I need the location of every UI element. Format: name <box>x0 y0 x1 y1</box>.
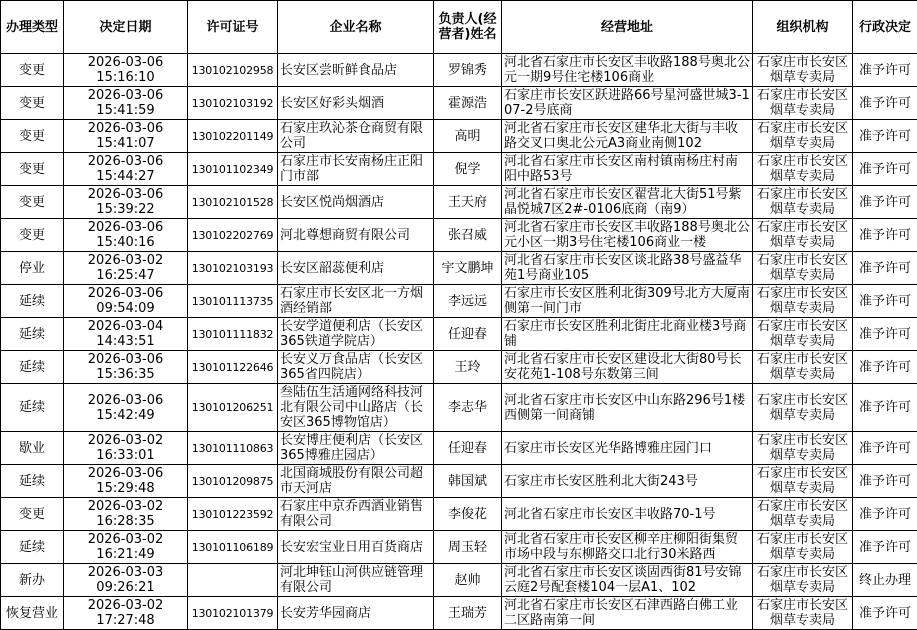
cell-processing-type: 延续 <box>1 384 64 432</box>
cell-license-number: 130101106189 <box>188 531 278 564</box>
cell-enterprise-name: 北国商城股份有限公司超市天河店 <box>278 465 434 498</box>
cell-admin-decision: 准予许可 <box>853 351 917 384</box>
cell-person-name: 李俊花 <box>434 498 502 531</box>
cell-enterprise-name: 河北坤钰山河供应链管理有限公司 <box>278 564 434 597</box>
cell-person-name: 任迎春 <box>434 318 502 351</box>
cell-organization: 石家庄市长安区烟草专卖局 <box>753 564 853 597</box>
table-row <box>1 498 917 531</box>
cell-license-number: 130101111832 <box>188 318 278 351</box>
cell-person-name: 王天府 <box>434 186 502 219</box>
cell-license-number: 130101122646 <box>188 351 278 384</box>
cell-decision-datetime: 2026-03-06 15:29:48 <box>64 465 188 498</box>
cell-person-name: 韩国斌 <box>434 465 502 498</box>
cell-admin-decision: 准予许可 <box>853 384 917 432</box>
cell-enterprise-name: 长安区尝昕鲜食品店 <box>278 54 434 87</box>
column-header-license-number: 许可证号 <box>188 1 278 54</box>
cell-business-address: 河北省石家庄市长安区中山东路296号1楼西侧第一间商铺 <box>502 384 753 432</box>
cell-processing-type: 变更 <box>1 186 64 219</box>
cell-decision-datetime: 2026-03-06 15:36:35 <box>64 351 188 384</box>
cell-license-number: 130101209875 <box>188 465 278 498</box>
table-row <box>1 87 917 120</box>
cell-admin-decision: 准予许可 <box>853 252 917 285</box>
cell-business-address: 河北省石家庄市长安区石津西路白佛工业二区路南第一间 <box>502 597 753 630</box>
cell-processing-type: 歇业 <box>1 432 64 465</box>
cell-license-number: 130102103193 <box>188 252 278 285</box>
cell-business-address: 河北省石家庄市长安区谈固西街81号安锦云庭2号配套楼104一层A1、102 <box>502 564 753 597</box>
cell-admin-decision: 准予许可 <box>853 318 917 351</box>
table-row <box>1 153 917 186</box>
cell-processing-type: 变更 <box>1 498 64 531</box>
cell-organization: 石家庄市长安区烟草专卖局 <box>753 87 853 120</box>
cell-processing-type: 延续 <box>1 285 64 318</box>
cell-admin-decision: 准予许可 <box>853 465 917 498</box>
cell-business-address: 石家庄市长安区胜利北大街243号 <box>502 465 753 498</box>
cell-business-address: 河北省石家庄市长安区建设北大街80号长安花苑1-108号东数第三间 <box>502 351 753 384</box>
cell-license-number: 130101102349 <box>188 153 278 186</box>
cell-license-number: 130101206251 <box>188 384 278 432</box>
cell-person-name: 赵帅 <box>434 564 502 597</box>
cell-admin-decision: 准予许可 <box>853 531 917 564</box>
cell-license-number: 130101223592 <box>188 498 278 531</box>
table-row <box>1 351 917 384</box>
cell-business-address: 河北省石家庄市长安区丰收路188号奥北公元小区一期3号住宅楼106商业一楼 <box>502 219 753 252</box>
cell-decision-datetime: 2026-03-02 16:21:49 <box>64 531 188 564</box>
cell-license-number: 130102101379 <box>188 597 278 630</box>
table-row <box>1 432 917 465</box>
cell-enterprise-name: 长安义万食品店（长安区365省四院店） <box>278 351 434 384</box>
cell-business-address: 石家庄市长安区胜利北街309号北方大厦南侧第一间门市 <box>502 285 753 318</box>
cell-license-number: 130102201149 <box>188 120 278 153</box>
cell-enterprise-name: 长安区悦尚烟酒店 <box>278 186 434 219</box>
table-row <box>1 318 917 351</box>
cell-admin-decision: 准予许可 <box>853 54 917 87</box>
cell-business-address: 河北省石家庄市长安区丰收路188号奥北公元一期9号住宅楼106商业 <box>502 54 753 87</box>
cell-license-number <box>188 564 278 597</box>
column-header-processing-type: 办理类型 <box>1 1 64 54</box>
cell-processing-type: 变更 <box>1 87 64 120</box>
cell-processing-type: 延续 <box>1 465 64 498</box>
table-row <box>1 465 917 498</box>
cell-business-address: 河北省石家庄市长安区翟营北大街51号紫晶悦城7区2#-0106底商（南9） <box>502 186 753 219</box>
cell-enterprise-name: 叁陆伍生活通网络科技河北有限公司中山路店（长安区365博物馆店） <box>278 384 434 432</box>
cell-organization: 石家庄市长安区烟草专卖局 <box>753 432 853 465</box>
cell-organization: 石家庄市长安区烟草专卖局 <box>753 186 853 219</box>
cell-business-address: 河北省石家庄市长安区南村镇南杨庄村南阳中路53号 <box>502 153 753 186</box>
cell-person-name: 张召威 <box>434 219 502 252</box>
cell-organization: 石家庄市长安区烟草专卖局 <box>753 219 853 252</box>
cell-admin-decision: 准予许可 <box>853 186 917 219</box>
cell-admin-decision: 准予许可 <box>853 87 917 120</box>
column-header-person-name: 负责人(经营者)姓名 <box>434 1 502 54</box>
cell-business-address: 石家庄市长安区跃进路66号星河盛世城3-107-2号底商 <box>502 87 753 120</box>
column-header-business-address: 经营地址 <box>502 1 753 54</box>
cell-enterprise-name: 长安宏宝业日用百货商店 <box>278 531 434 564</box>
cell-processing-type: 变更 <box>1 219 64 252</box>
cell-decision-datetime: 2026-03-04 14:43:51 <box>64 318 188 351</box>
cell-enterprise-name: 石家庄市长安区北一方烟酒经销部 <box>278 285 434 318</box>
cell-organization: 石家庄市长安区烟草专卖局 <box>753 120 853 153</box>
cell-person-name: 霍源浩 <box>434 87 502 120</box>
table-row <box>1 54 917 87</box>
cell-admin-decision: 准予许可 <box>853 153 917 186</box>
cell-organization: 石家庄市长安区烟草专卖局 <box>753 153 853 186</box>
cell-decision-datetime: 2026-03-06 15:16:10 <box>64 54 188 87</box>
cell-processing-type: 变更 <box>1 153 64 186</box>
table-row <box>1 120 917 153</box>
cell-decision-datetime: 2026-03-06 15:41:59 <box>64 87 188 120</box>
cell-license-number: 130101110863 <box>188 432 278 465</box>
cell-license-number: 130101113735 <box>188 285 278 318</box>
cell-organization: 石家庄市长安区烟草专卖局 <box>753 351 853 384</box>
header-row <box>1 1 917 54</box>
cell-license-number: 130102102958 <box>188 54 278 87</box>
cell-decision-datetime: 2026-03-02 16:25:47 <box>64 252 188 285</box>
cell-organization: 石家庄市长安区烟草专卖局 <box>753 384 853 432</box>
cell-enterprise-name: 长安区好彩头烟酒 <box>278 87 434 120</box>
table-row <box>1 384 917 432</box>
cell-person-name: 李志华 <box>434 384 502 432</box>
cell-admin-decision: 准予许可 <box>853 285 917 318</box>
cell-business-address: 河北省石家庄市长安区丰收路70-1号 <box>502 498 753 531</box>
cell-business-address: 河北省石家庄市长安区谈北路38号盛益华苑1号商业105 <box>502 252 753 285</box>
table-row <box>1 219 917 252</box>
cell-organization: 石家庄市长安区烟草专卖局 <box>753 54 853 87</box>
column-header-enterprise-name: 企业名称 <box>278 1 434 54</box>
cell-admin-decision: 准予许可 <box>853 219 917 252</box>
table-row <box>1 186 917 219</box>
cell-person-name: 李远远 <box>434 285 502 318</box>
cell-admin-decision: 终止办理 <box>853 564 917 597</box>
cell-organization: 石家庄市长安区烟草专卖局 <box>753 318 853 351</box>
table-header <box>1 1 917 54</box>
cell-processing-type: 恢复营业 <box>1 597 64 630</box>
cell-processing-type: 延续 <box>1 351 64 384</box>
cell-decision-datetime: 2026-03-06 15:44:27 <box>64 153 188 186</box>
table-row <box>1 285 917 318</box>
cell-processing-type: 变更 <box>1 120 64 153</box>
table-row <box>1 252 917 285</box>
cell-decision-datetime: 2026-03-06 09:54:09 <box>64 285 188 318</box>
cell-business-address: 河北省石家庄市长安区柳辛庄柳阳街集贸市场中段与东柳路交口北行30米路西 <box>502 531 753 564</box>
cell-admin-decision: 准予许可 <box>853 432 917 465</box>
cell-decision-datetime: 2026-03-06 15:41:07 <box>64 120 188 153</box>
cell-person-name: 周玉轻 <box>434 531 502 564</box>
cell-processing-type: 延续 <box>1 531 64 564</box>
table-row <box>1 564 917 597</box>
cell-admin-decision: 准予许可 <box>853 120 917 153</box>
column-header-decision-date: 决定日期 <box>64 1 188 54</box>
cell-decision-datetime: 2026-03-06 15:40:16 <box>64 219 188 252</box>
cell-processing-type: 延续 <box>1 318 64 351</box>
cell-license-number: 130102101528 <box>188 186 278 219</box>
cell-person-name: 倪学 <box>434 153 502 186</box>
cell-person-name: 罗锦秀 <box>434 54 502 87</box>
table-row <box>1 531 917 564</box>
cell-decision-datetime: 2026-03-02 16:28:35 <box>64 498 188 531</box>
cell-organization: 石家庄市长安区烟草专卖局 <box>753 531 853 564</box>
cell-organization: 石家庄市长安区烟草专卖局 <box>753 597 853 630</box>
cell-enterprise-name: 长安博庄便利店（长安区365博雅庄园店） <box>278 432 434 465</box>
cell-processing-type: 新办 <box>1 564 64 597</box>
cell-enterprise-name: 石家庄中京乔西酒业销售有限公司 <box>278 498 434 531</box>
cell-organization: 石家庄市长安区烟草专卖局 <box>753 498 853 531</box>
table-body <box>1 54 917 630</box>
cell-person-name: 高明 <box>434 120 502 153</box>
cell-person-name: 王玲 <box>434 351 502 384</box>
cell-processing-type: 变更 <box>1 54 64 87</box>
column-header-organization: 组织机构 <box>753 1 853 54</box>
column-header-admin-decision: 行政决定 <box>853 1 917 54</box>
cell-organization: 石家庄市长安区烟草专卖局 <box>753 465 853 498</box>
table-row <box>1 597 917 630</box>
cell-license-number: 130102103192 <box>188 87 278 120</box>
cell-enterprise-name: 长安学道便利店（长安区365铁道学院店） <box>278 318 434 351</box>
cell-enterprise-name: 长安区韶蕊便利店 <box>278 252 434 285</box>
cell-decision-datetime: 2026-03-06 15:42:49 <box>64 384 188 432</box>
cell-decision-datetime: 2026-03-02 16:33:01 <box>64 432 188 465</box>
cell-organization: 石家庄市长安区烟草专卖局 <box>753 285 853 318</box>
cell-person-name: 任迎春 <box>434 432 502 465</box>
cell-license-number: 130102202769 <box>188 219 278 252</box>
cell-decision-datetime: 2026-03-03 09:26:21 <box>64 564 188 597</box>
cell-enterprise-name: 河北尊想商贸有限公司 <box>278 219 434 252</box>
cell-processing-type: 停业 <box>1 252 64 285</box>
cell-business-address: 河北省石家庄市长安区建华北大街与丰收路交叉口奥北公元A3商业南侧102 <box>502 120 753 153</box>
cell-enterprise-name: 长安芳华园商店 <box>278 597 434 630</box>
cell-business-address: 石家庄市长安区光华路博雅庄园门口 <box>502 432 753 465</box>
cell-decision-datetime: 2026-03-02 17:27:48 <box>64 597 188 630</box>
cell-enterprise-name: 石家庄玖沁茶仓商贸有限公司 <box>278 120 434 153</box>
cell-enterprise-name: 石家庄市长安南杨庄正阳门市部 <box>278 153 434 186</box>
cell-admin-decision: 准予许可 <box>853 498 917 531</box>
cell-decision-datetime: 2026-03-06 15:39:22 <box>64 186 188 219</box>
cell-person-name: 宇文鹏坤 <box>434 252 502 285</box>
cell-admin-decision: 准予许可 <box>853 597 917 630</box>
cell-organization: 石家庄市长安区烟草专卖局 <box>753 252 853 285</box>
cell-person-name: 王瑞芳 <box>434 597 502 630</box>
cell-business-address: 石家庄市长安区胜利北街庄北商业楼3号商铺 <box>502 318 753 351</box>
